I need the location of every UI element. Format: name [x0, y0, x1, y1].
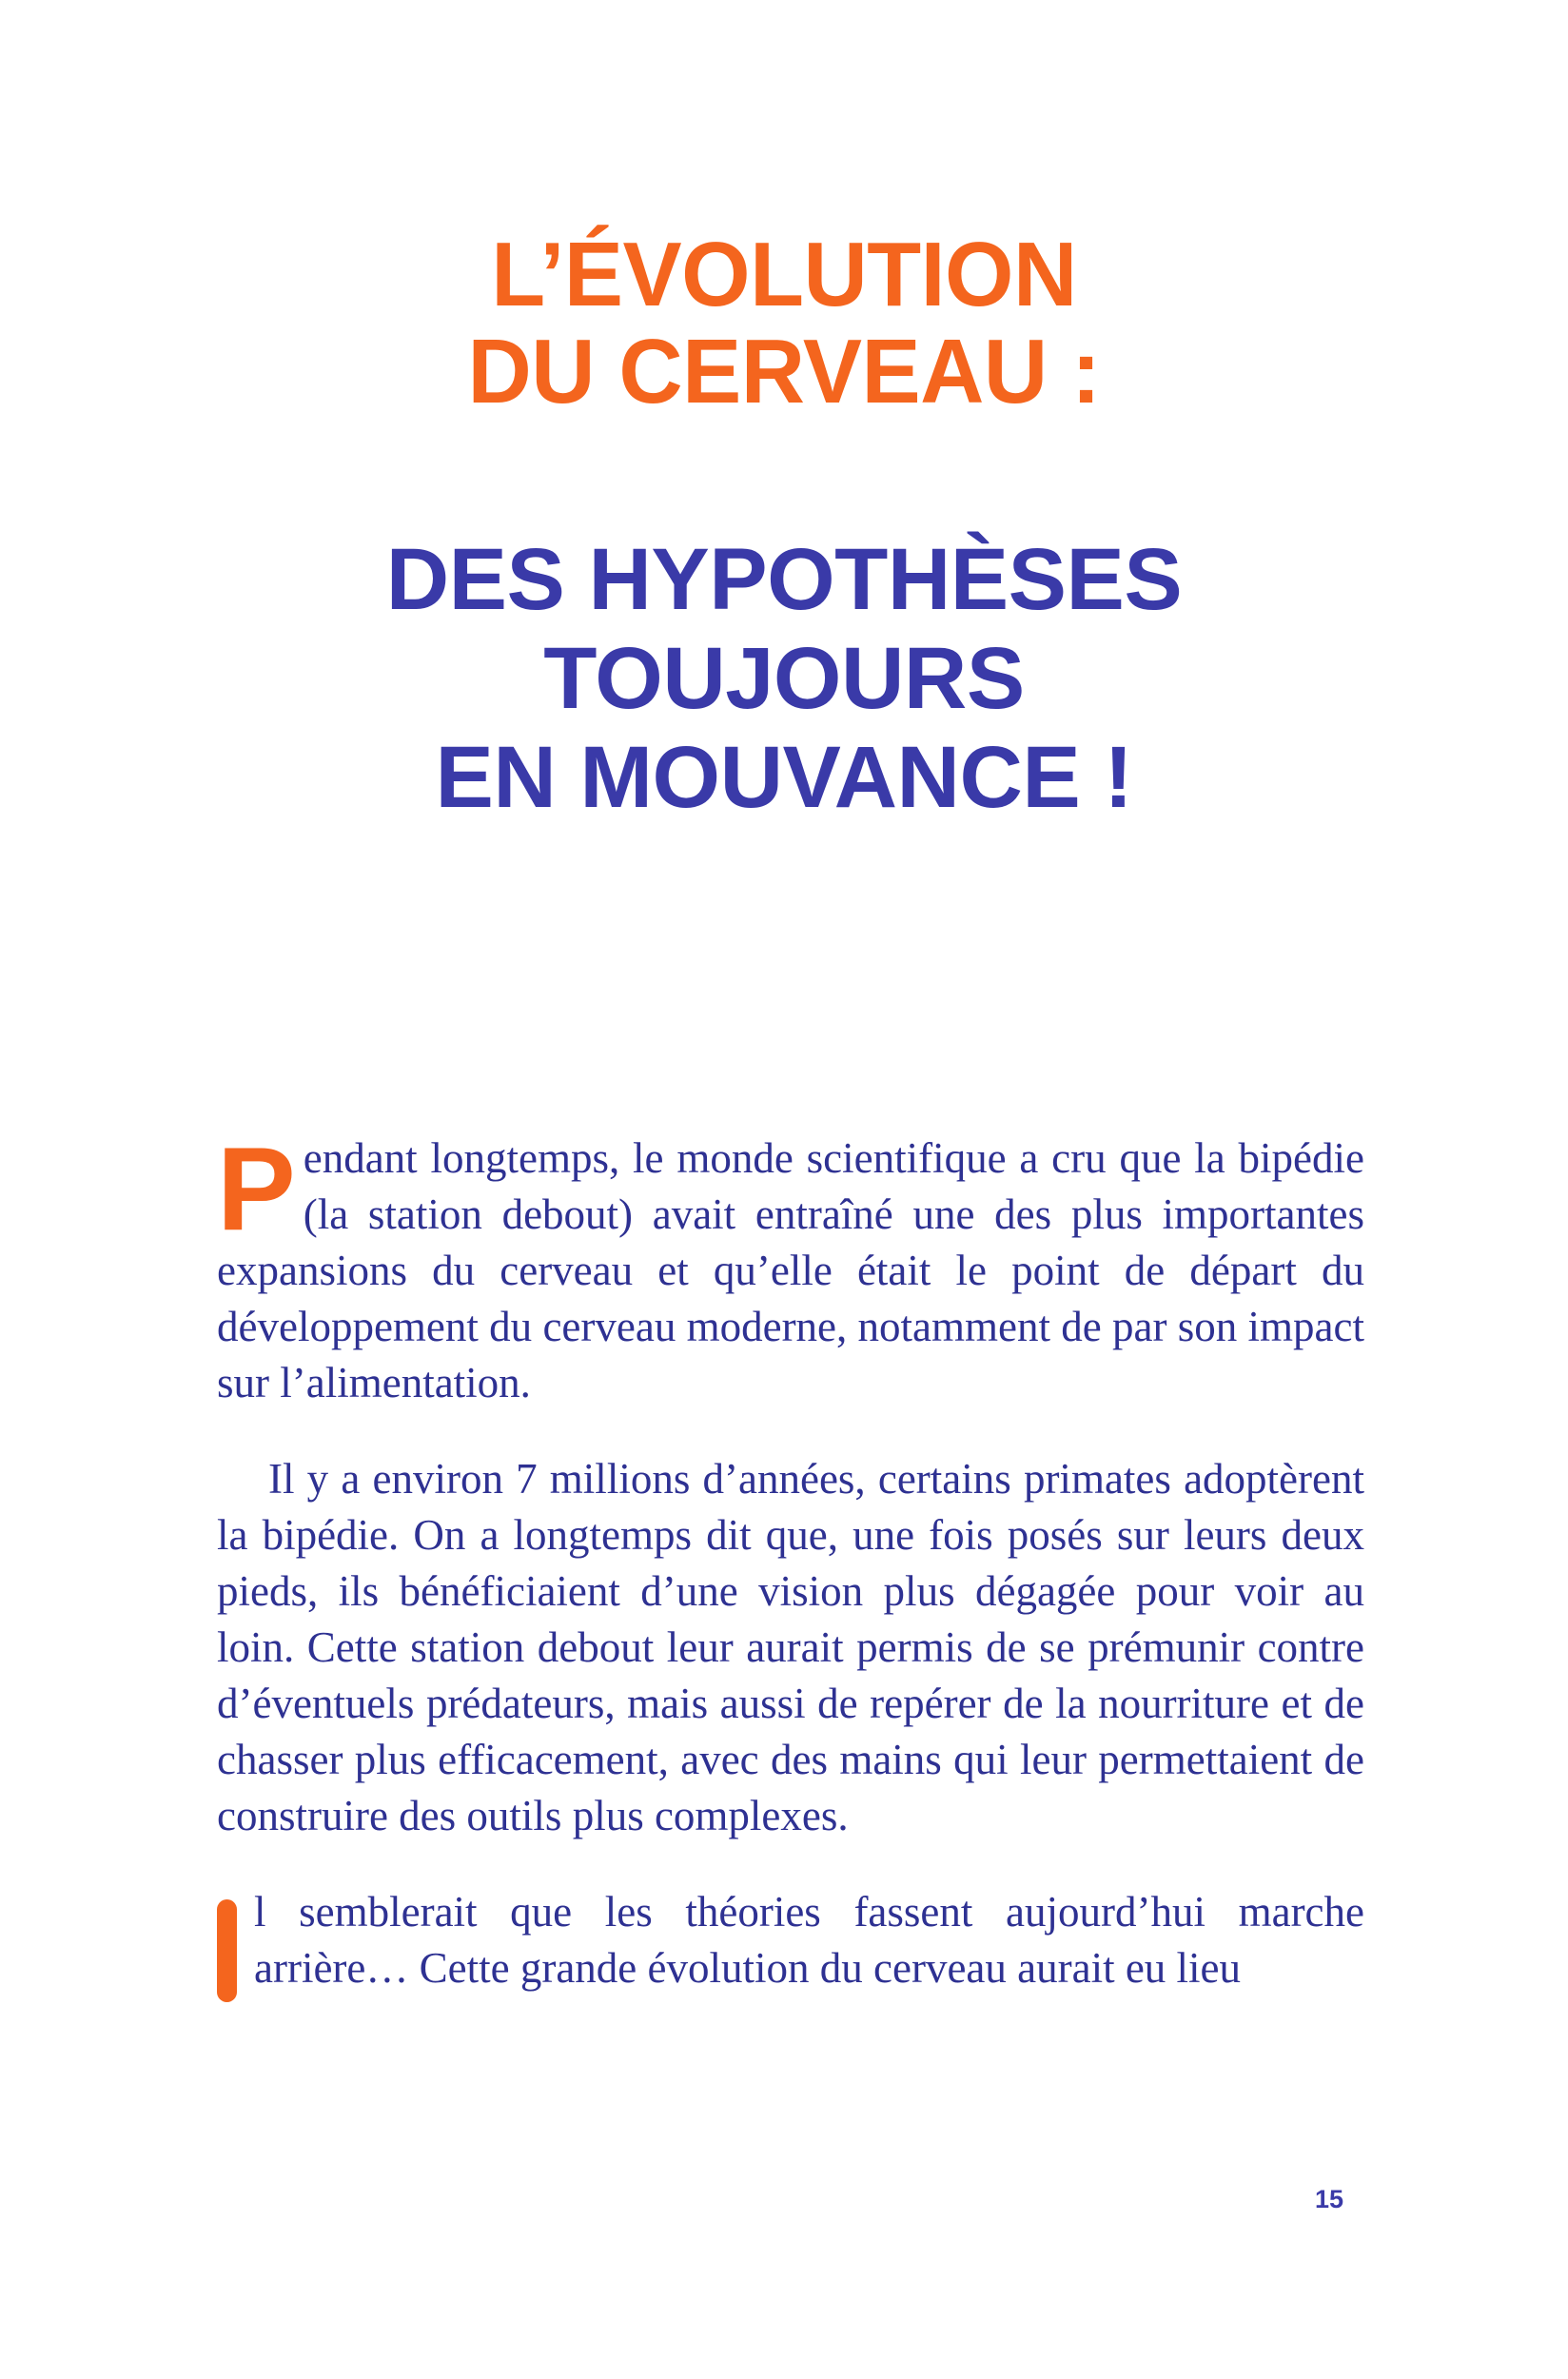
title-line-1: L’ÉVOLUTION	[491, 224, 1077, 325]
page-number: 15	[1314, 2185, 1344, 2213]
paragraph-2	[217, 1451, 1364, 1844]
dropcap-bar-i	[217, 1899, 237, 2002]
paragraph-3	[217, 1884, 1364, 1996]
subtitle-line-2: TOUJOURS	[543, 629, 1025, 727]
paragraph-1	[217, 1124, 1364, 1411]
body-text-column	[217, 1124, 1364, 2002]
subtitle-heading	[0, 531, 1568, 828]
dropcap-letter-p: P	[217, 1124, 296, 1255]
subtitle-line-3: EN MOUVANCE !	[435, 728, 1133, 826]
title-heading	[24, 226, 1545, 421]
paragraph-1-text: endant longtemps, le monde scientifique a cru que la bipédie (la station debout) avait entraîné une des plus importantes expansions du cerveau et qu’elle était le point de départ du développement du cerveau moderne, notamment de par son impact sur l’alimentation.	[217, 1134, 1364, 1406]
title-line-2: DU CERVEAU :	[467, 320, 1101, 423]
paragraph-2-text: Il y a environ 7 millions d’années, certains primates adoptèrent la bipédie. On a longtemps dit que, une fois posés sur leurs deux pieds, ils bénéficiaient d’une vision plus dégagée pour voir au loin. Cette station debout leur aurait permis de se prémunir contre d’éventuels prédateurs, mais aussi de repérer de la nourriture et de chasser plus efficacement, avec des mains qui leur permettaient de construire des outils plus complexes.	[217, 1455, 1364, 1839]
page-subtitle	[0, 531, 1568, 828]
paragraph-3-text: l semblerait que les théories fassent aujourd’hui marche arrière… Cette grande évolution du cerveau aurait eu lieu	[254, 1888, 1364, 1992]
page-title	[0, 226, 1568, 421]
subtitle-line-1: DES HYPOTHÈSES	[385, 531, 1183, 628]
